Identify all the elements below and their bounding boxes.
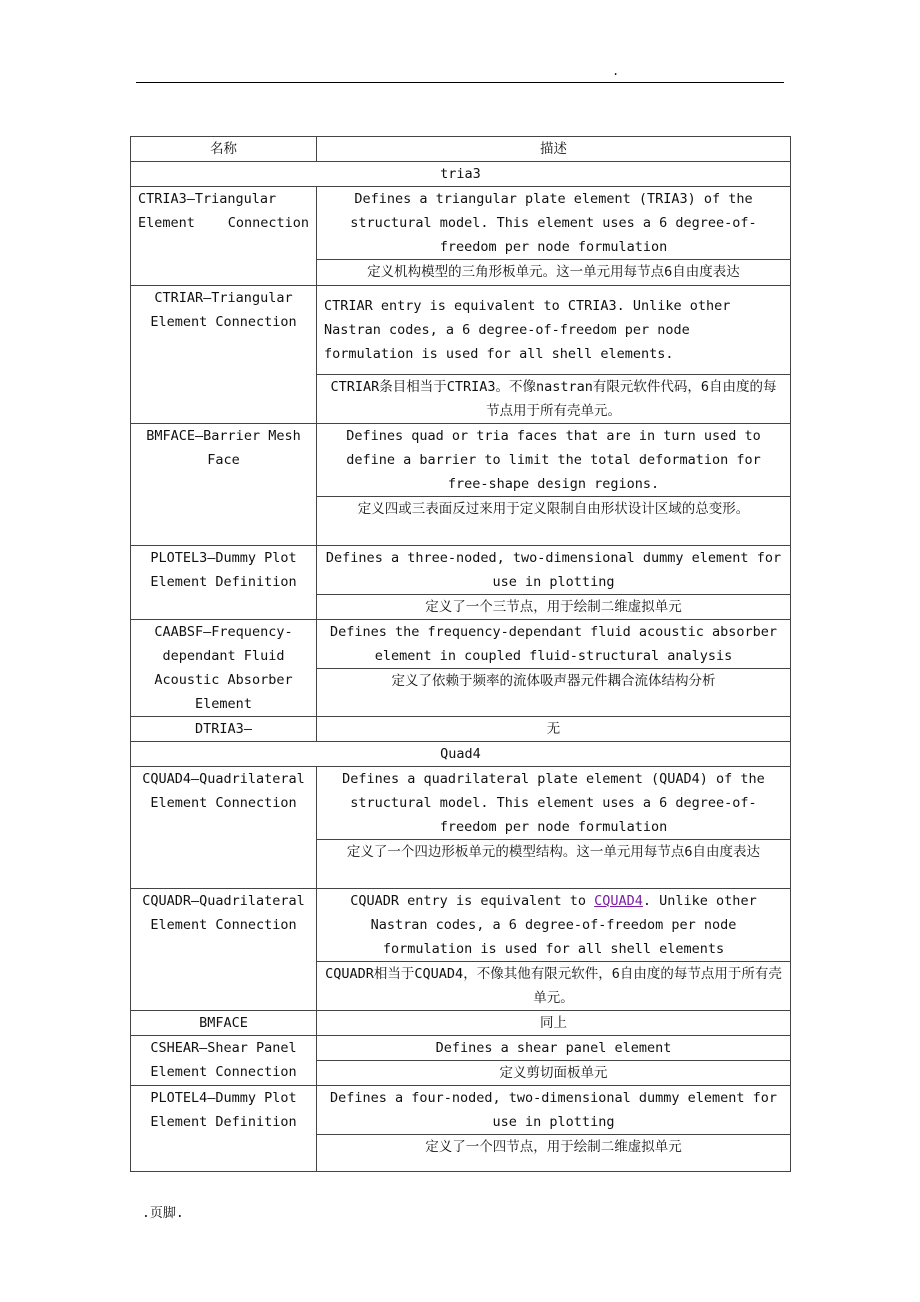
cquadr-en-pre: CQUADR entry is equivalent to	[350, 893, 595, 909]
row-ctria3-zh: 定义机构模型的三角形板单元。这一单元用每节点6自由度表达	[317, 260, 791, 286]
row-plotel3-en: Defines a three-noded, two-dimensional dummy element for use in plotting	[317, 546, 791, 595]
row-ctria3-en: Defines a triangular plate element (TRIA3) of the structural model. This element uses a 6 degree-of-freedom per node formulation	[317, 187, 791, 260]
footer-text: .页脚.	[142, 1206, 184, 1221]
row-cshear-en: Defines a shear panel element	[317, 1036, 791, 1061]
section-tria3: tria3	[131, 162, 791, 187]
row-caabsf-zh: 定义了依赖于频率的流体吸声器元件耦合流体结构分析	[317, 669, 791, 717]
row-cquad4-name: CQUAD4—Quadrilateral Element Connection	[131, 767, 317, 889]
row-plotel3-name: PLOTEL3—Dummy Plot Element Definition	[131, 546, 317, 620]
row-bmface-name: BMFACE—Barrier Mesh Face	[131, 424, 317, 546]
row-cshear-zh: 定义剪切面板单元	[317, 1061, 791, 1086]
row-ctriar-en: CTRIAR entry is equivalent to CTRIA3. Unlike other Nastran codes, a 6 degree-of-freedom per node formulation is used for all shell elements.	[317, 286, 791, 375]
row-bmface2-desc: 同上	[317, 1011, 791, 1036]
row-ctriar-zh: CTRIAR条目相当于CTRIA3。不像nastran有限元软件代码，6自由度的每节点用于所有壳单元。	[317, 375, 791, 424]
row-cquadr-name: CQUADR—Quadrilateral Element Connection	[131, 889, 317, 1011]
header-rule	[136, 82, 784, 83]
row-ctria3-name: CTRIA3—Triangular Element Connection	[131, 187, 317, 286]
row-bmface-en: Defines quad or tria faces that are in turn used to define a barrier to limit the total deformation for free-shape design regions.	[317, 424, 791, 497]
cquad4-link[interactable]: CQUAD4	[594, 893, 643, 909]
row-caabsf-name: CAABSF—Frequency-dependant Fluid Acoustic Absorber Element	[131, 620, 317, 717]
header-desc: 描述	[317, 137, 791, 162]
row-cquad4-zh: 定义了一个四边形板单元的模型结构。这一单元用每节点6自由度表达	[317, 840, 791, 889]
row-plotel3-zh: 定义了一个三节点，用于绘制二维虚拟单元	[317, 595, 791, 620]
row-dtria3-desc: 无	[317, 717, 791, 742]
row-bmface-zh: 定义四或三表面反过来用于定义限制自由形状设计区域的总变形。	[317, 497, 791, 546]
header-name: 名称	[131, 137, 317, 162]
row-cquadr-zh: CQUADR相当于CQUAD4，不像其他有限元软件，6自由度的每节点用于所有壳单元。	[317, 962, 791, 1011]
row-dtria3-name: DTRIA3—	[131, 717, 317, 742]
row-plotel4-name: PLOTEL4—Dummy Plot Element Definition	[131, 1086, 317, 1172]
header-mark: .	[612, 64, 620, 78]
element-table	[130, 136, 791, 1172]
row-plotel4-zh: 定义了一个四节点，用于绘制二维虚拟单元	[317, 1135, 791, 1172]
row-cquad4-en: Defines a quadrilateral plate element (QUAD4) of the structural model. This element uses a 6 degree-of-freedom per node formulation	[317, 767, 791, 840]
row-caabsf-en: Defines the frequency-dependant fluid acoustic absorber element in coupled fluid-structural analysis	[317, 620, 791, 669]
row-bmface2-name: BMFACE	[131, 1011, 317, 1036]
section-quad4: Quad4	[131, 742, 791, 767]
cquadr-en-post: . Unlike other Nastran codes, a 6 degree-of-freedom per node formulation is used for all shell elements	[370, 893, 757, 957]
row-cshear-name: CSHEAR—Shear Panel Element Connection	[131, 1036, 317, 1086]
row-plotel4-en: Defines a four-noded, two-dimensional dummy element for use in plotting	[317, 1086, 791, 1135]
row-ctriar-name: CTRIAR—Triangular Element Connection	[131, 286, 317, 424]
row-cquadr-en	[317, 889, 791, 962]
